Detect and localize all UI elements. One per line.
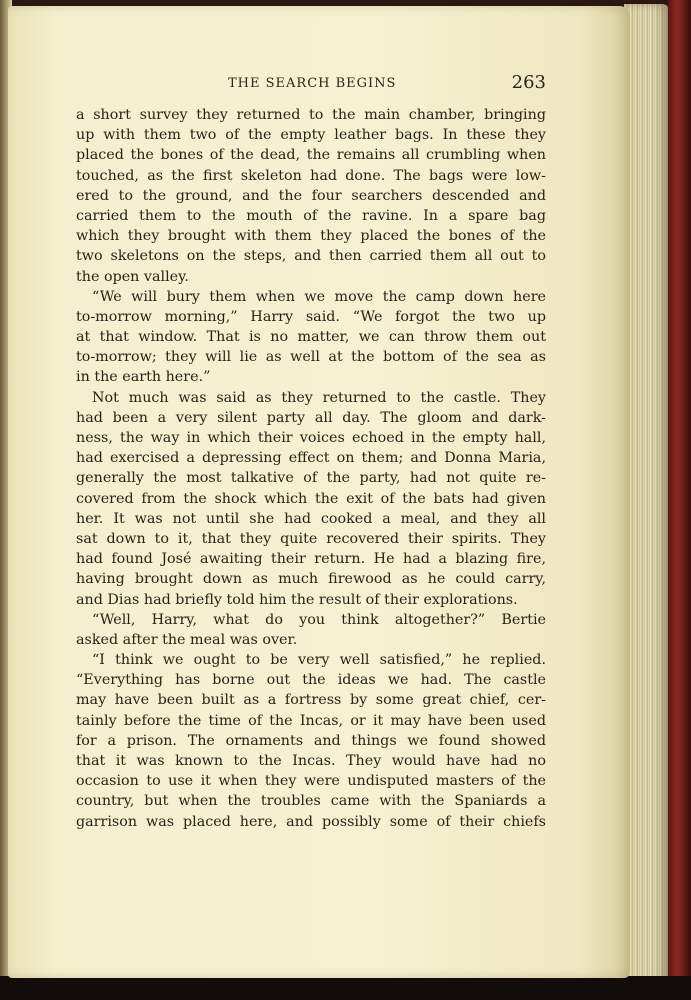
page-number: 263 [511, 72, 546, 93]
text-line: placed the bones of the dead, the remains all crumbling when [76, 147, 546, 164]
text-line: at that window. That is no matter, we can throw them out [76, 329, 546, 346]
text-line: “Everything has borne out the ideas we had. The castle [76, 672, 546, 689]
text-line: to-morrow morning,” Harry said. “We forgot the two up [76, 308, 546, 325]
text-line: in the earth here.” [76, 369, 211, 386]
text-line: “We will bury them when we move the camp down here [92, 288, 546, 305]
text-line: the open valley. [76, 268, 189, 285]
text-line: may have been built as a fortress by some great chief, cer- [76, 692, 546, 709]
book-cover-edge [668, 0, 691, 1000]
text-line: a short survey they returned to the main chamber, bringing [76, 107, 546, 123]
text-line: “Well, Harry, what do you think altogether?” Bertie [92, 611, 546, 628]
text-line: had been a very silent party all day. The gloom and dark- [76, 409, 546, 426]
text-line: ness, the way in which their voices echoed in the empty hall, [76, 430, 546, 446]
bottom-shadow [0, 976, 691, 1000]
text-line: tainly before the time of the Incas, or it may have been used [76, 712, 546, 729]
text-line: covered from the shock which the exit of the bats had given [76, 490, 546, 507]
text-line: having brought down as much firewood as he could carry, [76, 571, 546, 588]
text-line: which they brought with them they placed the bones of the [76, 228, 546, 245]
text-line: “I think we ought to be very well satisfied,” he replied. [92, 652, 546, 669]
text-line: to-morrow; they will lie as well at the bottom of the sea as [76, 349, 546, 366]
text-line: asked after the meal was over. [76, 631, 298, 648]
text-line: carried them to the mouth of the ravine. In a spare bag [76, 207, 546, 224]
body-text [76, 105, 546, 832]
page-edges [624, 4, 670, 984]
text-line: that it was known to the Incas. They would have had no [76, 753, 546, 769]
text-line: garrison was placed here, and possibly some of their chiefs [76, 813, 546, 830]
text-line: ered to the ground, and the four searchers descended and [76, 187, 546, 204]
text-line: two skeletons on the steps, and then carried them all out to [76, 248, 546, 265]
text-line: up with them two of the empty leather bags. In these they [76, 127, 546, 144]
text-line: had exercised a depressing effect on them; and Donna Maria, [76, 450, 546, 467]
text-line: Not much was said as they returned to the castle. They [92, 389, 546, 406]
text-line: occasion to use it when they were undisputed masters of the [76, 773, 546, 790]
text-line: country, but when the troubles came with the Spaniards a [76, 793, 546, 810]
text-line: touched, as the first skeleton had done. The bags were low- [76, 167, 546, 184]
text-line: and Dias had briefly told him the result of their explorations. [76, 591, 518, 608]
text-line: had found José awaiting their return. He had a blazing fire, [76, 551, 546, 568]
page-header [76, 72, 546, 96]
text-line: her. It was not until she had cooked a meal, and they all [76, 510, 546, 527]
text-line: for a prison. The ornaments and things we found showed [76, 732, 546, 749]
text-line: sat down to it, that they quite recovered their spirits. They [76, 530, 546, 547]
running-head: THE SEARCH BEGINS [228, 76, 397, 91]
text-line: generally the most talkative of the party, had not quite re- [76, 470, 546, 487]
